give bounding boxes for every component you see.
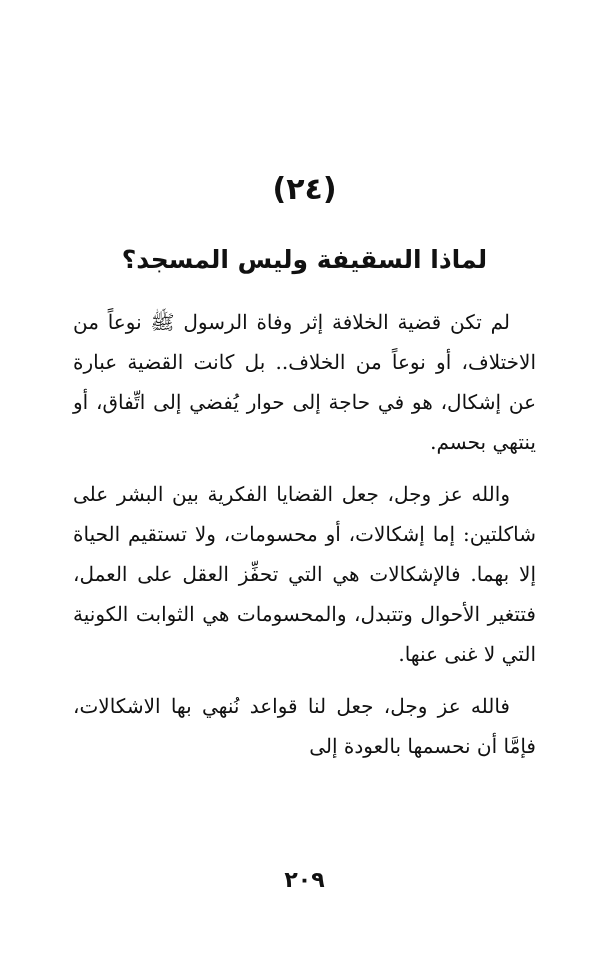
page-number: ٢٠٩ bbox=[284, 868, 325, 893]
chapter-number: (٢٤) bbox=[272, 172, 337, 207]
paragraph: فالله عز وجل، جعل لنا قواعد نُنهي بها الاشكالات، فإمَّا أن نحسمها بالعودة إلى bbox=[73, 694, 536, 758]
paragraph: والله عز وجل، جعل القضايا الفكرية بين البشر على شاكلتين: إما إشكالات، أو محسومات، ولا تستقيم الحياة إلا بهما. فالإشكالات هي التي تحفِّز العقل على العمل، فتتغير الأحوال وتتبدل، والمحسومات هي الثوابت الكونية التي لا غنى عنها. bbox=[73, 482, 536, 666]
paragraph: لم تكن قضية الخلافة إثر وفاة الرسول ﷺ نوعاً من الاختلاف، أو نوعاً من الخلاف.. بل كانت القضية عبارة عن إشكال، هو في حاجة إلى حوار يُفضي إلى اتِّفاق، أو ينتهي بحسم. bbox=[73, 310, 536, 454]
chapter-title: لماذا السقيفة وليس المسجد؟ bbox=[121, 245, 488, 274]
body-text bbox=[73, 302, 536, 766]
